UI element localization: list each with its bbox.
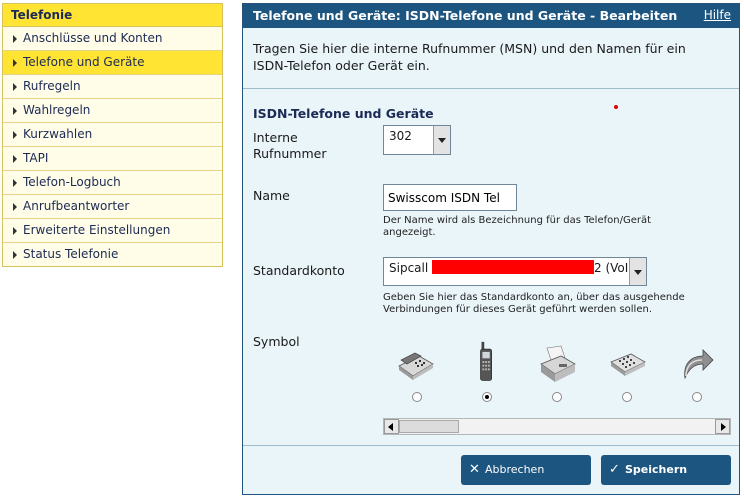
chevron-right-icon [13,35,17,43]
sidebar-item-tapi[interactable] [3,147,222,171]
sidebar-item-telefone-und-geraete[interactable] [3,51,222,75]
sidebar-item-label: Anschlüsse und Konten [23,31,163,45]
keypad-phone-icon[interactable] [607,344,647,388]
chevron-right-icon [13,83,17,91]
redaction-bar [432,260,594,274]
default-account-note: Geben Sie hier das Standardkonto an, über das ausgehende Verbindungen für dieses Gerät geführt werden sollen. [383,292,685,315]
chevron-right-icon [13,203,17,211]
sidebar-item-label: Kurzwahlen [23,127,93,141]
sidebar-item-label: Rufregeln [23,79,81,93]
sidebar-header: Telefonie [3,4,222,27]
name-note: Der Name wird als Bezeichnung für das Telefon/Gerät angezeigt. [383,215,652,238]
scrollbar-thumb[interactable] [399,420,459,433]
internal-number-label: Interne Rufnummer [253,130,327,161]
sidebar-item-label: TAPI [23,151,49,165]
sidebar-item-anschluesse[interactable] [3,27,222,51]
cancel-button-label: Abbrechen [485,463,545,476]
sidebar-item-telefon-logbuch[interactable] [3,171,222,195]
chevron-right-icon [13,59,17,67]
sidebar-item-label: Telefon-Logbuch [23,175,121,189]
symbol-label: Symbol [253,334,300,349]
section-title: ISDN-Telefone und Geräte [253,106,434,121]
name-label: Name [253,188,290,203]
symbol-radio-forward[interactable] [692,392,702,402]
checkmark-icon: ✓ [609,462,620,477]
desk-phone-icon[interactable] [395,344,435,388]
sidebar-item-label: Telefone und Geräte [23,55,145,69]
marker-dot [614,105,618,109]
panel-title: Telefone und Geräte: ISDN-Telefone und Geräte - Bearbeiten [253,8,678,23]
forward-arrow-icon[interactable] [677,342,717,386]
sidebar-item-anrufbeantworter[interactable] [3,195,222,219]
sidebar-item-label: Anrufbeantworter [23,199,130,213]
internal-number-value: 302 [389,129,412,143]
chevron-right-icon [13,131,17,139]
default-account-value-suffix: 2 (VoI [594,261,629,275]
divider [243,445,739,446]
sidebar-item-wahlregeln[interactable] [3,99,222,123]
save-button-label: Speichern [625,463,688,476]
sidebar [2,3,223,267]
save-button[interactable] [601,455,731,485]
chevron-right-icon [13,227,17,235]
chevron-right-icon [13,179,17,187]
scroll-right-icon[interactable] [715,419,730,434]
internal-number-select[interactable] [383,125,451,155]
chevron-right-icon [13,107,17,115]
chevron-down-icon[interactable] [629,258,646,285]
chevron-right-icon [13,251,17,259]
intro-text: Tragen Sie hier die interne Rufnummer (MSN) und den Namen für ein ISDN-Telefon oder Gerät ein. [253,41,686,73]
mobile-phone-icon[interactable] [467,340,507,384]
scroll-left-icon[interactable] [384,419,399,434]
sidebar-item-kurzwahlen[interactable] [3,123,222,147]
default-account-select[interactable] [383,257,647,286]
sidebar-item-label: Erweiterte Einstellungen [23,223,171,237]
fax-icon[interactable] [537,344,577,388]
default-account-value-prefix: Sipcall [389,261,429,275]
cancel-button[interactable] [461,455,591,485]
sidebar-item-rufregeln[interactable] [3,75,222,99]
symbol-radio-desk-phone[interactable] [412,392,422,402]
sidebar-item-label: Wahlregeln [23,103,91,117]
divider [243,88,739,89]
symbol-scrollbar[interactable] [383,418,731,435]
symbol-radio-fax[interactable] [552,392,562,402]
edit-panel [242,3,740,495]
sidebar-item-status-telefonie[interactable] [3,243,222,266]
default-account-label: Standardkonto [253,263,345,278]
chevron-right-icon [13,155,17,163]
symbol-radio-mobile-phone[interactable] [482,392,492,402]
close-icon: ✕ [469,462,480,477]
help-link[interactable]: Hilfe [703,8,731,22]
sidebar-item-label: Status Telefonie [23,247,119,261]
panel-titlebar [243,4,739,28]
name-field[interactable] [383,184,517,211]
sidebar-item-erweiterte-einstellungen[interactable] [3,219,222,243]
symbol-radio-keypad-phone[interactable] [622,392,632,402]
chevron-down-icon[interactable] [433,126,450,154]
